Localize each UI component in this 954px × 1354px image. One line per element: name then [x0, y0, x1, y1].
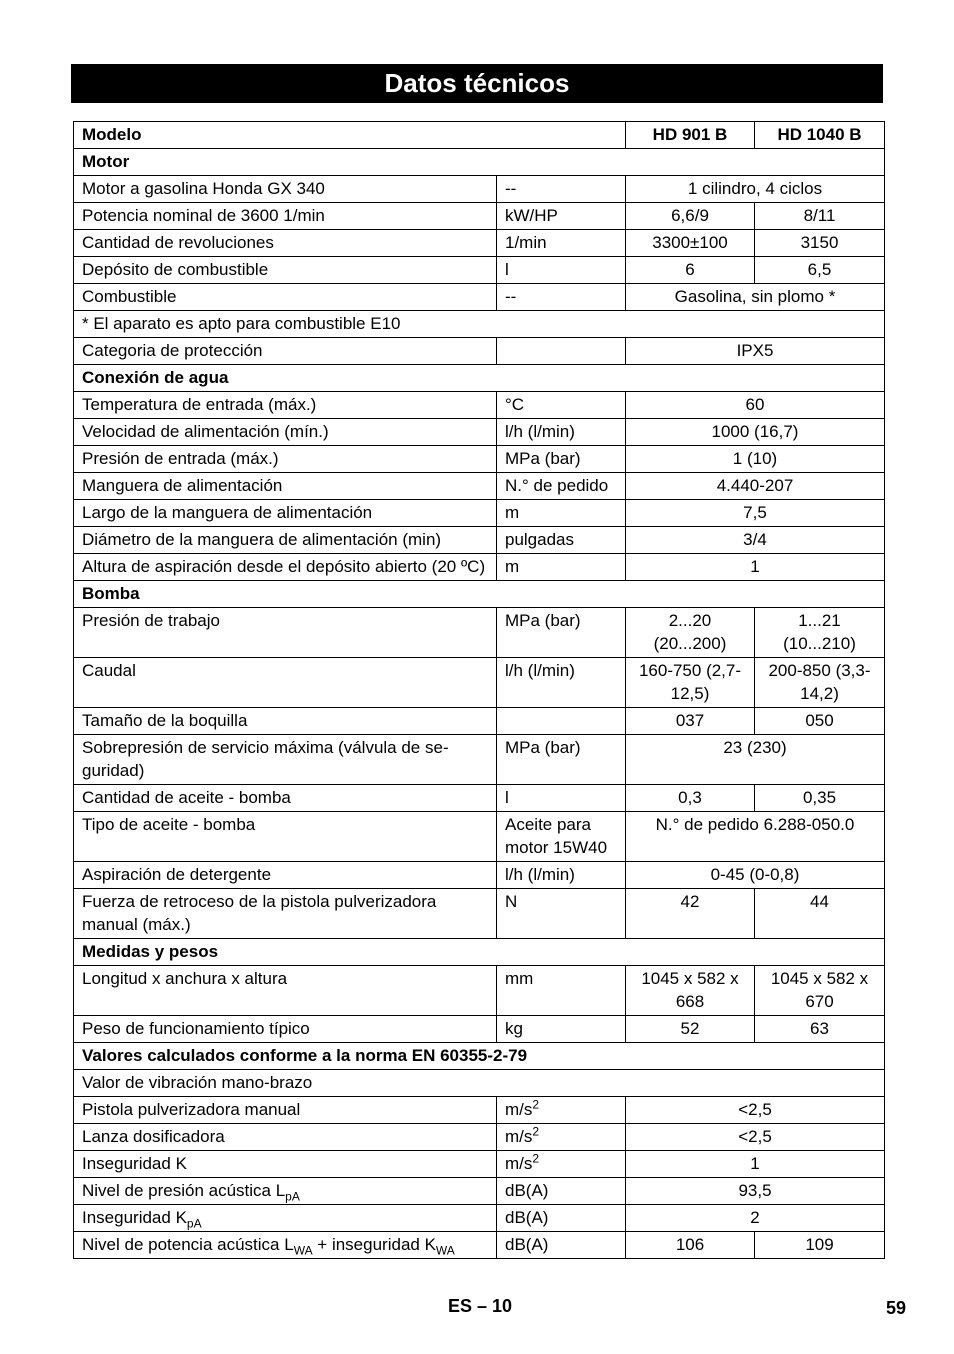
row-label: Altura de aspiración desde el depósito abierto (20 ºC): [74, 554, 497, 581]
row-note: * El aparato es apto para combustible E10: [74, 311, 885, 338]
table-row: [74, 785, 885, 812]
row-value: 60: [626, 392, 885, 419]
row-value-1: 3300±100: [626, 230, 755, 257]
row-unit: --: [497, 176, 626, 203]
row-unit: l/h (l/min): [497, 419, 626, 446]
row-value: 1: [626, 554, 885, 581]
row-unit: l: [497, 785, 626, 812]
section-row: [74, 1043, 885, 1070]
row-value: 4.440-207: [626, 473, 885, 500]
row-value: <2,5: [626, 1124, 885, 1151]
row-label: Potencia nominal de 3600 1/min: [74, 203, 497, 230]
table-row: [74, 1178, 885, 1205]
row-label: Nivel de potencia acústica $L_{WA}$ + inseguridad $K_{WA}$: [74, 1232, 497, 1259]
table-row: [74, 889, 885, 939]
table-row: [74, 338, 885, 365]
row-value-1: 42: [626, 889, 755, 939]
row-label: Largo de la manguera de alimentación: [74, 500, 497, 527]
row-value-1: 037: [626, 708, 755, 735]
row-value-1: 6,6/9: [626, 203, 755, 230]
row-unit: $m/s^2$: [497, 1151, 626, 1178]
row-label: Cantidad de aceite - bomba: [74, 785, 497, 812]
section-water: Conexión de agua: [74, 365, 885, 392]
row-unit: 1/min: [497, 230, 626, 257]
row-unit: $m/s^2$: [497, 1097, 626, 1124]
row-value-2: 63: [755, 1016, 885, 1043]
row-value: 1000 (16,7): [626, 419, 885, 446]
table-row: [74, 1124, 885, 1151]
row-label: Motor a gasolina Honda GX 340: [74, 176, 497, 203]
table-row: [74, 812, 885, 862]
row-value-1: 2...20 (20...200): [626, 608, 755, 658]
row-label: Aspiración de detergente: [74, 862, 497, 889]
technical-data-table: [73, 121, 885, 1259]
table-row: [74, 311, 885, 338]
table-row: [74, 708, 885, 735]
row-label: Fuerza de retroceso de la pistola pulverizadora manual (máx.): [74, 889, 497, 939]
row-label: Inseguridad $K_{pA}$: [74, 1205, 497, 1232]
header-model-2: HD 1040 B: [755, 122, 885, 149]
row-label: Nivel de presión acústica $L_{pA}$: [74, 1178, 497, 1205]
row-label: Inseguridad K: [74, 1151, 497, 1178]
table-row: [74, 527, 885, 554]
section-row: [74, 365, 885, 392]
section-pump: Bomba: [74, 581, 885, 608]
row-label: Longitud x anchura x altura: [74, 966, 497, 1016]
row-label: Caudal: [74, 658, 497, 708]
table-row: [74, 1232, 885, 1259]
row-subheading: Valor de vibración mano-brazo: [74, 1070, 885, 1097]
row-value-2: 44: [755, 889, 885, 939]
table-row: [74, 419, 885, 446]
row-value-1: 0,3: [626, 785, 755, 812]
section-row: [74, 581, 885, 608]
table-row: [74, 230, 885, 257]
row-value-2: 6,5: [755, 257, 885, 284]
row-value: 7,5: [626, 500, 885, 527]
row-value: Gasolina, sin plomo *: [626, 284, 885, 311]
row-unit: mm: [497, 966, 626, 1016]
row-unit: l/h (l/min): [497, 658, 626, 708]
row-value: N.° de pedido 6.288-050.0: [626, 812, 885, 862]
table-row: [74, 735, 885, 785]
row-value: <2,5: [626, 1097, 885, 1124]
row-label: Presión de entrada (máx.): [74, 446, 497, 473]
row-unit: N.° de pedido: [497, 473, 626, 500]
row-value-1: 6: [626, 257, 755, 284]
row-value: 1: [626, 1151, 885, 1178]
row-unit: --: [497, 284, 626, 311]
row-unit: $m/s^2$: [497, 1124, 626, 1151]
row-label: Diámetro de la manguera de alimentación (min): [74, 527, 497, 554]
row-label: Peso de funcionamiento típico: [74, 1016, 497, 1043]
row-label: Tipo de aceite - bomba: [74, 812, 497, 862]
row-value: IPX5: [626, 338, 885, 365]
row-unit: N: [497, 889, 626, 939]
row-label: Velocidad de alimentación (mín.): [74, 419, 497, 446]
table-row: [74, 608, 885, 658]
row-unit: l/h (l/min): [497, 862, 626, 889]
row-value-2: 3150: [755, 230, 885, 257]
section-row: [74, 939, 885, 966]
table-row: [74, 554, 885, 581]
table-row: [74, 500, 885, 527]
row-unit: [497, 708, 626, 735]
table-row: [74, 966, 885, 1016]
row-value-1: 52: [626, 1016, 755, 1043]
row-label: Categoria de protección: [74, 338, 497, 365]
table-row: [74, 284, 885, 311]
row-unit: kg: [497, 1016, 626, 1043]
section-calc: Valores calculados conforme a la norma EN 60355-2-79: [74, 1043, 885, 1070]
row-value-2: 1045 x 582 x 670: [755, 966, 885, 1016]
row-unit: MPa (bar): [497, 446, 626, 473]
table-row: [74, 862, 885, 889]
row-unit: kW/HP: [497, 203, 626, 230]
table-row: [74, 257, 885, 284]
row-value-2: 8/11: [755, 203, 885, 230]
section-motor: Motor: [74, 149, 885, 176]
table-row: [74, 1097, 885, 1124]
table-row: [74, 203, 885, 230]
row-label: Cantidad de revoluciones: [74, 230, 497, 257]
row-value: 1 cilindro, 4 ciclos: [626, 176, 885, 203]
row-label: Sobrepresión de servicio máxima (válvula de se-guridad): [74, 735, 497, 785]
row-value: 0-45 (0-0,8): [626, 862, 885, 889]
table-row: [74, 446, 885, 473]
row-label: Manguera de alimentación: [74, 473, 497, 500]
header-model-label: Modelo: [74, 122, 626, 149]
row-unit: °C: [497, 392, 626, 419]
row-unit: Aceite para motor 15W40: [497, 812, 626, 862]
row-label: Depósito de combustible: [74, 257, 497, 284]
table-row: [74, 1016, 885, 1043]
row-unit: MPa (bar): [497, 735, 626, 785]
row-unit: MPa (bar): [497, 608, 626, 658]
row-unit: pulgadas: [497, 527, 626, 554]
row-unit: dB(A): [497, 1232, 626, 1259]
row-value-1: 160-750 (2,7-12,5): [626, 658, 755, 708]
row-value: 93,5: [626, 1178, 885, 1205]
row-label: Combustible: [74, 284, 497, 311]
table-row: [74, 392, 885, 419]
row-value-2: 050: [755, 708, 885, 735]
row-value-2: 109: [755, 1232, 885, 1259]
section-dims: Medidas y pesos: [74, 939, 885, 966]
row-unit: m: [497, 500, 626, 527]
row-value: 1 (10): [626, 446, 885, 473]
row-label: Pistola pulverizadora manual: [74, 1097, 497, 1124]
row-unit: dB(A): [497, 1205, 626, 1232]
table-row: [74, 176, 885, 203]
row-value: 3/4: [626, 527, 885, 554]
row-value: 2: [626, 1205, 885, 1232]
table-row: [74, 1205, 885, 1232]
row-unit: dB(A): [497, 1178, 626, 1205]
footer-section: ES – 10: [448, 1296, 513, 1316]
row-value: 23 (230): [626, 735, 885, 785]
table-row: [74, 658, 885, 708]
row-value-1: 106: [626, 1232, 755, 1259]
row-value-2: 200-850 (3,3-14,2): [755, 658, 885, 708]
row-value-1: 1045 x 582 x 668: [626, 966, 755, 1016]
header-model-1: HD 901 B: [626, 122, 755, 149]
row-unit: l: [497, 257, 626, 284]
row-label: Presión de trabajo: [74, 608, 497, 658]
table-row: [74, 473, 885, 500]
table-row: [74, 1151, 885, 1178]
row-label: Temperatura de entrada (máx.): [74, 392, 497, 419]
table-header-row: [74, 122, 885, 149]
row-unit: [497, 338, 626, 365]
row-label: Lanza dosificadora: [74, 1124, 497, 1151]
row-label: Tamaño de la boquilla: [74, 708, 497, 735]
page-title: Datos técnicos: [71, 64, 883, 103]
section-row: [74, 149, 885, 176]
row-value-2: 1...21 (10...210): [755, 608, 885, 658]
row-unit: m: [497, 554, 626, 581]
row-value-2: 0,35: [755, 785, 885, 812]
footer-page-number: 59: [885, 1298, 906, 1318]
table-row: [74, 1070, 885, 1097]
